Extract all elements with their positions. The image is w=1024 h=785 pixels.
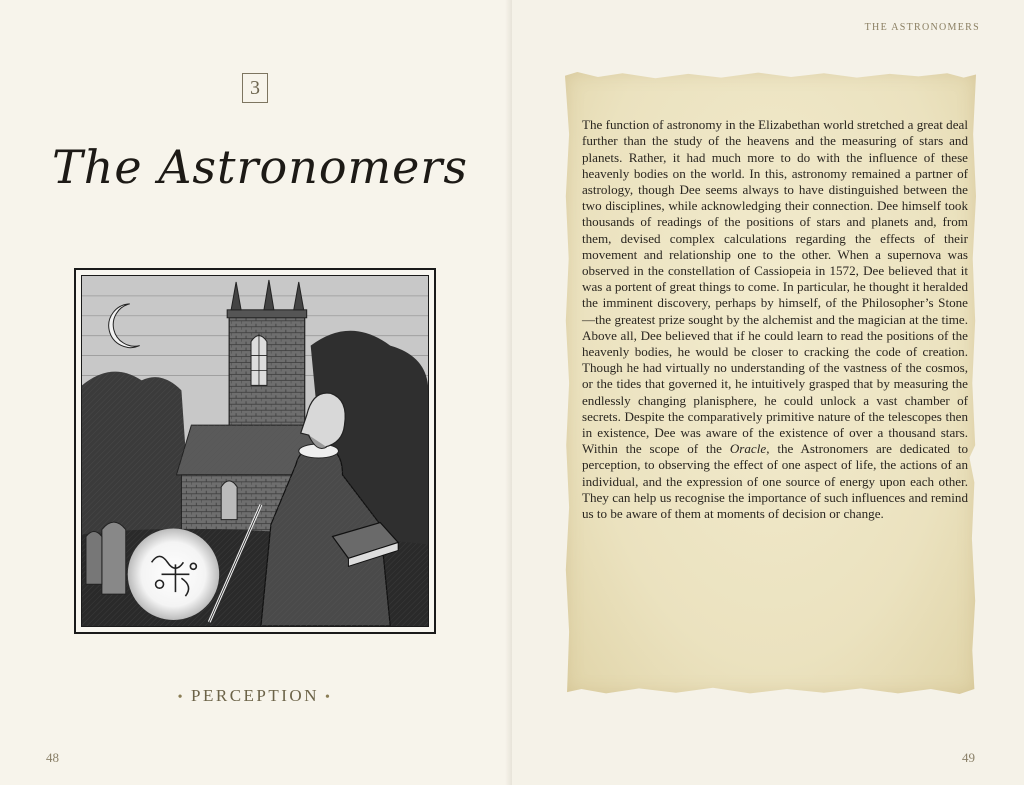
body-text-italic: Oracle [729,441,767,457]
keyword-bullet-right: • [324,690,333,705]
page-number-right: 49 [962,750,975,765]
illustration-frame [74,268,436,634]
body-text-part1: The function of astronomy in the Elizabethan world stretched a great deal further than the study of the heavens and the measuring of stars and planets. Rather, it had much more to do with the influence of these heavenly bodies on the world. In this, astronomy remained a partner of astrology, though Dee seems always to have distinguished between the two disciplines, while acknowledging their connection. Dee himself took thousands of readings of the positions of stars and planets and, from them, devised complex calculations regarding the effects of their movement and relationship one to the other. When a supernova was observed in the constellation of Cassiopeia in 1572, Dee believed that it was a portent of great things to come. In particular, he thought it heralded the imminent discovery, perhaps by himself, of the Philosopher’s Stone—the greatest prize sought by the alchemist and the magician at the time. Above all, Dee believed that if he could learn to read the positions of the heavenly bodies, he would be closer to cracking the code of creation. Though he had virtually no understanding of the vastness of the cosmos, or the tides that governed it, he intuitively grasped that by measuring the endlessly changing planisphere, he could unlock a vast chamber of secrets. Despite the comparatively primitive nature of the telescopes then in existence, Dee was aware of the existence of over a thousand stars. Within the scope of the [582,117,968,457]
running-head: THE ASTRONOMERS [864,22,980,33]
chapter-title: The Astronomers [52,140,468,194]
keyword-bullet-left: • [177,690,186,705]
page-number-left: 48 [46,750,59,765]
chapter-number: 3 [242,73,268,103]
astronomer-illustration [81,275,429,627]
body-paragraph [582,117,968,522]
body-text-part2: , the Astronomers are dedicated to perception, to observing the effect of one aspect of life, the actions of an individual, and the expression of one source of energy upon each other. They can help us recognise the importance of such influences and remind us to be aware of them at moments of decision or change. [582,441,968,521]
chapter-keyword [130,686,380,706]
keyword-text: PERCEPTION [191,686,319,705]
